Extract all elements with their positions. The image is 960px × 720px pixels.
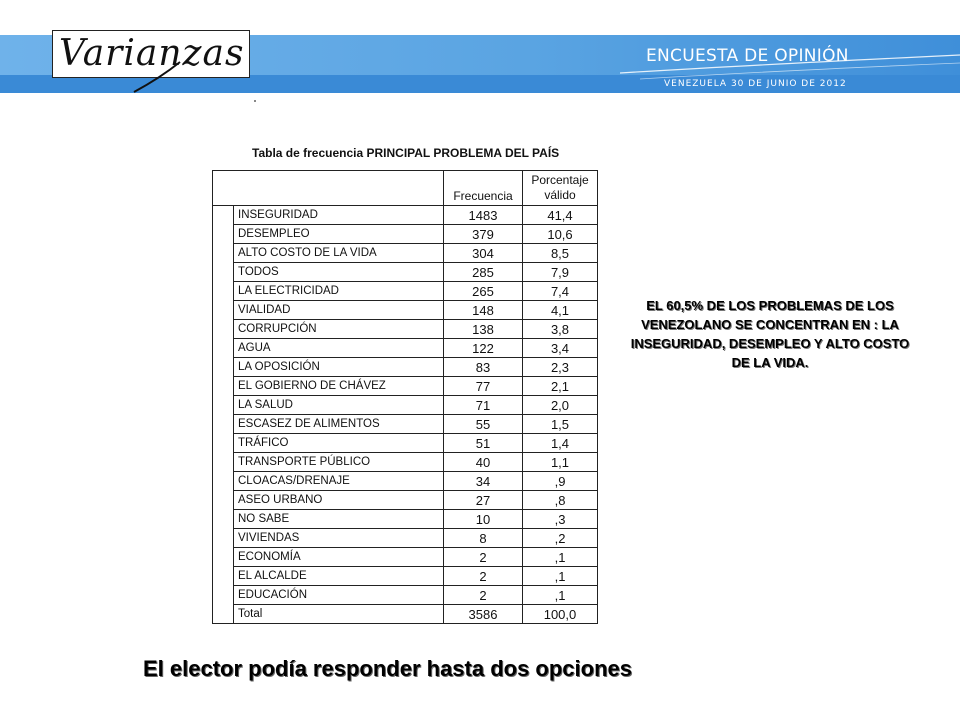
- table-header-row: [213, 171, 598, 206]
- row-frecuencia: 34: [444, 472, 523, 491]
- row-label: LA ELECTRICIDAD: [234, 282, 444, 301]
- row-label: ALTO COSTO DE LA VIDA: [234, 244, 444, 263]
- row-label: EL GOBIERNO DE CHÁVEZ: [234, 377, 444, 396]
- row-porcentaje: 2,0: [523, 396, 598, 415]
- summary-callout: EL 60,5% DE LOS PROBLEMAS DE LOS VENEZOLANO SE CONCENTRAN EN : LA INSEGURIDAD, DESEMPLEO Y ALTO COSTO DE LA VIDA.: [630, 298, 910, 370]
- row-indent-cell: [213, 491, 234, 510]
- table-row: [213, 320, 598, 339]
- row-frecuencia: 27: [444, 491, 523, 510]
- row-indent-cell: [213, 529, 234, 548]
- row-indent-cell: [213, 605, 234, 624]
- row-frecuencia: 2: [444, 567, 523, 586]
- row-indent-cell: [213, 548, 234, 567]
- row-indent-cell: [213, 301, 234, 320]
- row-frecuencia: 379: [444, 225, 523, 244]
- row-label: LA SALUD: [234, 396, 444, 415]
- row-label: DESEMPLEO: [234, 225, 444, 244]
- row-indent-cell: [213, 377, 234, 396]
- row-porcentaje: 41,4: [523, 206, 598, 225]
- row-frecuencia: 8: [444, 529, 523, 548]
- table-row: [213, 605, 598, 624]
- row-label: CORRUPCIÓN: [234, 320, 444, 339]
- row-porcentaje: 4,1: [523, 301, 598, 320]
- row-label: ESCASEZ DE ALIMENTOS: [234, 415, 444, 434]
- row-frecuencia: 265: [444, 282, 523, 301]
- table-header-blank: [213, 171, 444, 206]
- row-label: INSEGURIDAD: [234, 206, 444, 225]
- footnote: El elector podía responder hasta dos opciones: [143, 656, 633, 681]
- table-row: [213, 244, 598, 263]
- row-indent-cell: [213, 225, 234, 244]
- row-porcentaje: ,1: [523, 548, 598, 567]
- row-porcentaje: 1,4: [523, 434, 598, 453]
- table-row: [213, 396, 598, 415]
- column-header-porcentaje: Porcentaje válido: [523, 171, 598, 206]
- row-porcentaje: 1,5: [523, 415, 598, 434]
- row-label: ECONOMÍA: [234, 548, 444, 567]
- row-porcentaje: ,1: [523, 567, 598, 586]
- row-indent-cell: [213, 453, 234, 472]
- table-row: [213, 434, 598, 453]
- table-row: [213, 339, 598, 358]
- row-indent-cell: [213, 263, 234, 282]
- table-row: [213, 510, 598, 529]
- table-row: [213, 282, 598, 301]
- row-label: EL ALCALDE: [234, 567, 444, 586]
- row-indent-cell: [213, 567, 234, 586]
- row-porcentaje: ,3: [523, 510, 598, 529]
- row-label: LA OPOSICIÓN: [234, 358, 444, 377]
- row-porcentaje: 10,6: [523, 225, 598, 244]
- row-porcentaje: ,9: [523, 472, 598, 491]
- row-indent-cell: [213, 206, 234, 225]
- table-title: Tabla de frecuencia PRINCIPAL PROBLEMA DEL PAÍS: [252, 146, 560, 160]
- column-header-frecuencia: Frecuencia: [444, 171, 523, 206]
- row-porcentaje: ,2: [523, 529, 598, 548]
- logo-flourish: [130, 60, 190, 96]
- table-row: [213, 491, 598, 510]
- table-row: [213, 263, 598, 282]
- row-indent-cell: [213, 320, 234, 339]
- row-frecuencia: 77: [444, 377, 523, 396]
- row-frecuencia: 55: [444, 415, 523, 434]
- row-label: TODOS: [234, 263, 444, 282]
- row-label: NO SABE: [234, 510, 444, 529]
- row-indent-cell: [213, 358, 234, 377]
- table-row: [213, 206, 598, 225]
- row-label: ASEO URBANO: [234, 491, 444, 510]
- logo-text: Varianzas: [59, 33, 245, 74]
- row-frecuencia: 10: [444, 510, 523, 529]
- row-porcentaje: 2,3: [523, 358, 598, 377]
- row-label: TRANSPORTE PÚBLICO: [234, 453, 444, 472]
- row-indent-cell: [213, 339, 234, 358]
- row-porcentaje: 1,1: [523, 453, 598, 472]
- table-row: [213, 529, 598, 548]
- dot-mark: [254, 100, 256, 102]
- row-porcentaje: 7,9: [523, 263, 598, 282]
- row-frecuencia: 148: [444, 301, 523, 320]
- row-frecuencia: 51: [444, 434, 523, 453]
- row-frecuencia: 2: [444, 586, 523, 605]
- table-row: [213, 586, 598, 605]
- row-frecuencia: 71: [444, 396, 523, 415]
- row-porcentaje: 2,1: [523, 377, 598, 396]
- row-indent-cell: [213, 510, 234, 529]
- row-indent-cell: [213, 586, 234, 605]
- row-indent-cell: [213, 472, 234, 491]
- row-indent-cell: [213, 396, 234, 415]
- row-frecuencia: 83: [444, 358, 523, 377]
- row-frecuencia: 285: [444, 263, 523, 282]
- row-indent-cell: [213, 282, 234, 301]
- row-porcentaje: 100,0: [523, 605, 598, 624]
- row-indent-cell: [213, 244, 234, 263]
- survey-subtitle: VENEZUELA 30 DE JUNIO DE 2012: [664, 79, 847, 89]
- row-frecuencia: 2: [444, 548, 523, 567]
- table-row: [213, 225, 598, 244]
- row-indent-cell: [213, 434, 234, 453]
- table-row: [213, 548, 598, 567]
- survey-title: ENCUESTA DE OPINIÓN: [646, 46, 849, 66]
- row-label: VIALIDAD: [234, 301, 444, 320]
- row-porcentaje: ,8: [523, 491, 598, 510]
- row-porcentaje: ,1: [523, 586, 598, 605]
- table-row: [213, 567, 598, 586]
- row-label: VIVIENDAS: [234, 529, 444, 548]
- row-frecuencia: 40: [444, 453, 523, 472]
- row-label: CLOACAS/DRENAJE: [234, 472, 444, 491]
- table-row: [213, 453, 598, 472]
- table-row: [213, 377, 598, 396]
- row-label: Total: [234, 605, 444, 624]
- row-frecuencia: 304: [444, 244, 523, 263]
- row-label: AGUA: [234, 339, 444, 358]
- row-label: EDUCACIÓN: [234, 586, 444, 605]
- row-frecuencia: 138: [444, 320, 523, 339]
- row-porcentaje: 3,4: [523, 339, 598, 358]
- row-frecuencia: 3586: [444, 605, 523, 624]
- row-porcentaje: 7,4: [523, 282, 598, 301]
- row-indent-cell: [213, 415, 234, 434]
- frequency-table: [212, 170, 598, 624]
- table-row: [213, 358, 598, 377]
- row-label: TRÁFICO: [234, 434, 444, 453]
- row-porcentaje: 8,5: [523, 244, 598, 263]
- table-row: [213, 472, 598, 491]
- row-frecuencia: 122: [444, 339, 523, 358]
- row-frecuencia: 1483: [444, 206, 523, 225]
- table-row: [213, 415, 598, 434]
- table-row: [213, 301, 598, 320]
- row-porcentaje: 3,8: [523, 320, 598, 339]
